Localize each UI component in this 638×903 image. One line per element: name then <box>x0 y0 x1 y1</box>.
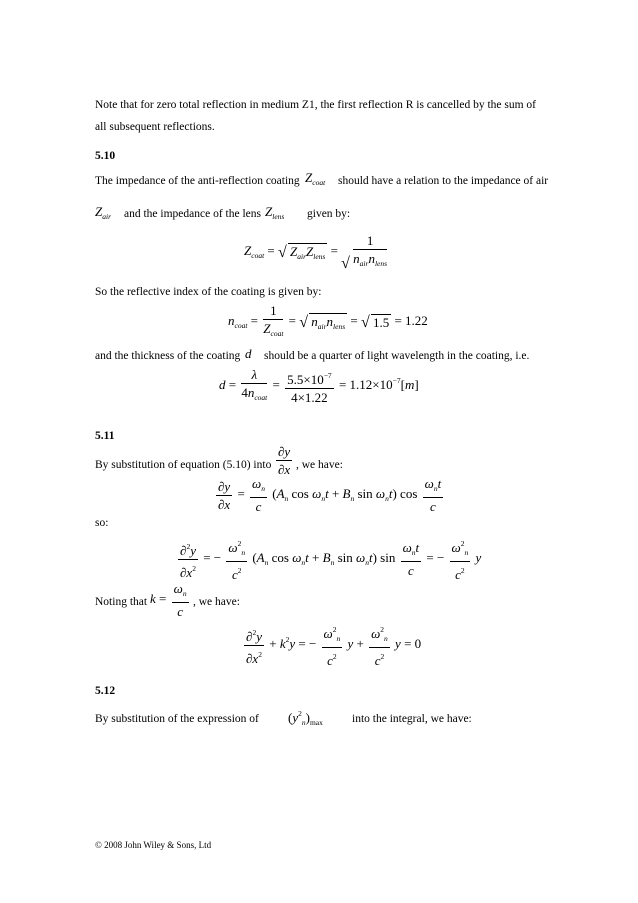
impedance-text-d: given by: <box>307 208 351 220</box>
impedance-text-b: should have a relation to the impedance of air <box>338 175 549 187</box>
noting-text-a: Noting that <box>95 596 148 608</box>
equation-k: k = $\frac{\omega_n}{c}$ <box>150 581 187 619</box>
equation-n-coat: $n_{coat}$ = $\frac{1}{Z_{coat}}$ = √ $n_{air}n_{lens}$ = √ 1.5 = 1.22 <box>228 302 428 342</box>
copyright-footer: © 2008 John Wiley & Sons, Ltd <box>95 840 212 850</box>
dy-dx-symbol: $\frac{\partial y}{\partial x}$ <box>278 444 291 477</box>
substitution-text-b: , we have: <box>296 459 343 471</box>
z-coat-symbol: $Z_{coat}$ <box>305 170 326 187</box>
noting-text-b: , we have: <box>193 596 240 608</box>
intro-paragraph: Note that for zero total reflection in medium Z1, the first reflection R is cancelled by the sum of all subsequent reflections. <box>95 99 537 133</box>
z-lens-symbol: $Z_{lens}$ <box>265 204 285 221</box>
equation-d2y-dx2: $\frac{\partial^2y}{\partial x^2}$ = − $\frac{\omega^2_n}{c^2}$ ($A_n$ $\cos \omega_nt + B_n$ $\sin \omega_nt$) sin $\frac{\omega_nt}{c}$ = − $\frac{\omega^2_n}{c^2}$ y <box>176 535 481 583</box>
d-symbol: d <box>245 346 252 361</box>
thickness-text-a: and the thickness of the coating <box>95 350 241 362</box>
last-text-a: By substitution of the expression of <box>95 713 259 725</box>
reflective-index-text: So the reflective index of the coating is given by: <box>95 286 322 298</box>
z-air-symbol: $Z_{air}$ <box>95 204 111 221</box>
thickness-text-b: should be a quarter of light wavelength in the coating, i.e. <box>264 350 530 362</box>
section-5-12-heading: 5.12 <box>95 685 116 697</box>
yn-max-symbol: $(y^2_n)_{max}$ <box>288 709 323 727</box>
equation-wave: $\frac{\partial^2y}{\partial x^2}$ + $k^2y$ = − $\frac{\omega^2_n}{c^2}$ y + $\frac{\omega^2_n}{c^2}$ y = 0 <box>242 621 421 669</box>
substitution-text-a: By substitution of equation (5.10) into <box>95 459 272 471</box>
so-text: so: <box>95 517 109 529</box>
equation-thickness: d = $\frac{\lambda}{4n_{coat}}$ = $\frac{5.5\times 10^{-7}}{4\times 1.22}$ = $1.12\times 10^{-7}[m]$ <box>219 367 419 405</box>
last-text-b: into the integral, we have: <box>352 713 472 725</box>
section-5-11-heading: 5.11 <box>95 430 115 442</box>
section-5-10-heading: 5.10 <box>95 150 116 162</box>
equation-dy-dx: $\frac{\partial y}{\partial x}$ = $\frac{\omega_n}{c}$ ($A_n$ $\cos \omega_nt + B_n$ $\sin \omega_nt$) cos $\frac{\omega_nt}{c}$ <box>218 476 442 514</box>
impedance-text-a: The impedance of the anti-reflection coating <box>95 175 300 187</box>
equation-z-coat: $Z_{coat}$ = √ $Z_{air}Z_{lens}$ = √ $\frac{1}{n_{air}n_{lens}}$ <box>244 232 389 272</box>
impedance-text-c: and the impedance of the lens <box>124 208 261 220</box>
